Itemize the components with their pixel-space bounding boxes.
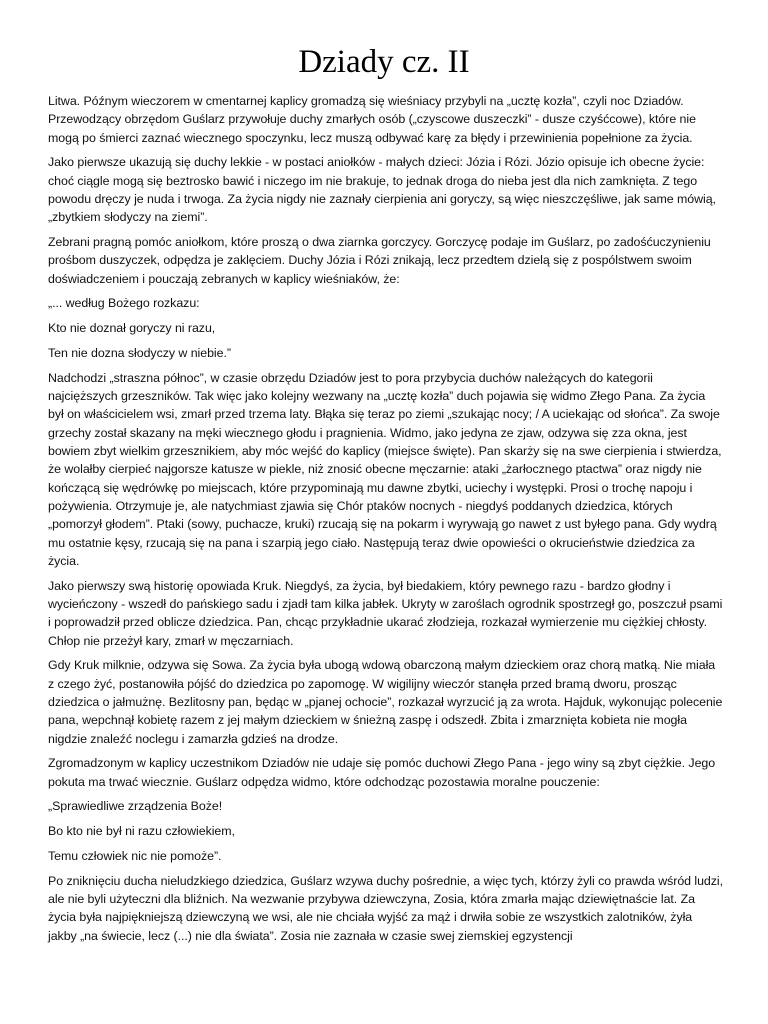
document-title: Dziady cz. II — [298, 44, 470, 80]
paragraph: Zgromadzonym w kaplicy uczestnikom Dziadów nie udaje się pomóc duchowi Złego Pana - jego winy są zbyt ciężkie. Jego pokuta ma trwać wiecznie. Guślarz odpędza widmo, które odchodząc pozostawia moralne pouczenie: — [48, 756, 716, 789]
paragraph: Po zniknięciu ducha nieludzkiego dziedzica, Guślarz wzywa duchy pośrednie, a więc tych, którzy żyli co prawda wśród ludzi, ale nie byli użyteczni dla bliźnich. Na wezwanie przybywa dziewczyna, Zosia, która zmarła mając dziewiętnaście lat. Za życia była najpiękniejszą dziewczyną we wsi, ale nie chciała wyjść za mąż i drwiła sobie ze wszystkich zalotników, żyła jakby „na świecie, lecz (...) nie dla świata”. Zosia nie zaznała w czasie swej ziemskiej egzystencji — [48, 873, 724, 943]
quote-line: Kto nie doznał goryczy ni razu, — [48, 321, 216, 336]
quote-line: Temu człowiek nic nie pomoże”. — [48, 848, 222, 863]
quote-line: „Sprawiedliwe zrządzenia Boże! — [48, 799, 223, 814]
paragraph: Zebrani pragną pomóc aniołkom, które proszą o dwa ziarnka gorczycy. Gorczycę podaje im Guślarz, po zadośćuczynieniu prośbom duszyczek, odpędza je zaklęciem. Duchy Józia i Rózi znikają, lecz przedtem dzielą się z pospólstwem swoim doświadczeniem i pouczają zebranych w kaplicy wieśniaków, że: — [48, 235, 711, 286]
quote-line: Bo kto nie był ni razu człowiekiem, — [48, 824, 235, 839]
paragraph: Jako pierwsze ukazują się duchy lekkie - w postaci aniołków - małych dzieci: Józia i Rózi. Józio opisuje ich obecne życie: choć ciągle mogą się beztrosko bawić i niczego im nie brakuje, to jednak droga do nieba jest dla nich zamknięta. Z tego powodu dręczy je nuda i trwoga. Za życia nigdy nie zaznały cierpienia ani goryczy, są więc nieszczęśliwe, jak same mówią, „zbytkiem słodyczy na ziemi”. — [48, 155, 716, 225]
quote-line: „... według Bożego rozkazu: — [48, 296, 200, 311]
paragraph: Litwa. Późnym wieczorem w cmentarnej kaplicy gromadzą się wieśniacy przybyli na „ucztę kozła”, czyli noc Dziadów. Przewodzący obrzędom Guślarz przywołuje duchy zmarłych osób („czyscowe duszeczki” - dusze czyśćcowe), które nie mogą po śmierci zaznać wiecznego spoczynku, lecz muszą odbywać karę za błędy i przewinienia popełnione za życia. — [48, 94, 696, 145]
paragraph: Gdy Kruk milknie, odzywa się Sowa. Za życia była ubogą wdową obarczoną małym dzieckiem oraz chorą matką. Nie miała z czego żyć, postanowiła pójść do dziedzica po zapomogę. W wigilijny wieczór stanęła przed bramą dworu, prosząc dziedzica o jałmużnę. Bezlitosny pan, będąc w „pjanej ochocie”, rozkazał wyrzucić ją za wrota. Hajduk, wykonując polecenie pana, wepchnął kobietę razem z jej małym dzieckiem w śnieżną zaspę i odszedł. Zbita i zmarznięta kobieta nie mogła nigdzie znaleźć noclegu i zamarzła gdzieś na drodze. — [48, 658, 723, 746]
paragraph: Jako pierwszy swą historię opowiada Kruk. Niegdyś, za życia, był biedakiem, który pewnego razu - bardzo głodny i wycieńczony - wszedł do pańskiego sadu i zjadł tam kilka jabłek. Ukryty w zaroślach ogrodnik spostrzegł go, poszczuł psami i poprowadził przed oblicze dziedzica. Pan, chcąc przykładnie ukarać złodzieja, rozkazał wymierzenie mu ciężkiej chłosty. Chłop nie przeżył kary, zmarł w męczarniach. — [48, 578, 723, 648]
quote-line: Ten nie dozna słodyczy w niebie.” — [48, 346, 231, 361]
paragraph: Nadchodzi „straszna północ”, w czasie obrzędu Dziadów jest to pora przybycia duchów należących do kategorii najcięższych grzeszników. Tak więc jako kolejny wezwany na „ucztę kozła” duch pojawia się widmo Złego Pana. Za życia był on właścicielem wsi, zmarł przed trzema laty. Błąka się teraz po ziemi „szukając nocy; / A uciekając od słońca”. Za swoje grzechy został skazany na męki wiecznego głodu i pragnienia. Widmo, jako jedyna ze zjaw, odzywa się zza okna, jest bowiem zbyt wielkim grzesznikiem, aby móc wejść do kaplicy (miejsce święte). Pan skarży się na swe cierpienia i stwierdza, że wolałby cierpieć najgorsze katusze w piekle, niż znosić obecne męczarnie: ataki „żarłocznego ptactwa” oraz nigdy nie kończącą się wędrówkę po miejscach, które przypominają mu dawne zbytki, uciechy i występki. Prosi o trochę napoju i pożywienia. Otrzymuje je, ale natychmiast zjawia się Chór ptaków nocnych - niegdyś poddanych dziedzica, których „pomorzył głodem”. Ptaki (sowy, puchacze, kruki) rzucają się na pokarm i wyrywają go nawet z ust byłego pana. Gdy wydrą mu ostatnie kęsy, rzucają się na pana i szarpią jego ciało. Następują teraz dwie opowieści o okrucieństwie dziedzica za życia. — [48, 370, 722, 568]
document-body — [48, 92, 724, 951]
